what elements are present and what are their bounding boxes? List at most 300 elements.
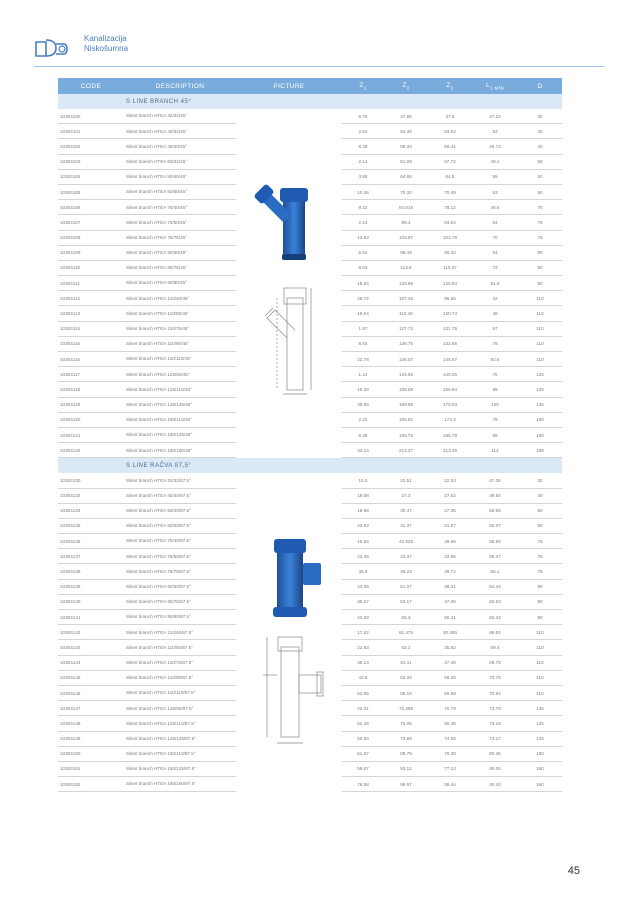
diameter-value: 110 [518, 306, 562, 321]
z3-value: 74.55 [428, 731, 472, 746]
z2-value: 27.3 [384, 488, 428, 503]
product-picture [236, 473, 342, 791]
z1-value: 8.39 [342, 427, 384, 442]
z3-value: 70.49 [428, 184, 472, 199]
z3-value: 120.84 [428, 276, 472, 291]
diameter-value: 40 [518, 488, 562, 503]
z2-value: 73.89 [384, 731, 428, 746]
product-code: 10304148 [58, 716, 124, 731]
lmin-value: 52.07 [472, 518, 518, 533]
z1-value: 6.78 [342, 109, 384, 124]
z3-value: 77.12 [428, 761, 472, 776]
diameter-value: 110 [518, 655, 562, 670]
z2-value: 127.72 [384, 321, 428, 336]
z1-value: 42.6 [342, 670, 384, 685]
lmin-value: 47.22 [472, 109, 518, 124]
lmin-value: 54 [472, 245, 518, 260]
lmin-value: 114 [472, 443, 518, 458]
z3-value: 110.27 [428, 260, 472, 275]
product-description: Silent branch HTEA 32/32/87.5° [124, 473, 236, 488]
diameter-value: 110 [518, 352, 562, 367]
z1-value: 9.22 [342, 200, 384, 215]
diameter-value: 90 [518, 276, 562, 291]
z3-value: 140.05 [428, 367, 472, 382]
product-description: Silent branch HTEA 75/40/45° [124, 200, 236, 215]
section-header-row [58, 94, 562, 109]
product-code: 10304138 [58, 564, 124, 579]
z2-value: 136.75 [384, 336, 428, 351]
product-description: Silent branch HTEA 75/50/45° [124, 215, 236, 230]
product-description: Silent branch HTEA 110/40/87.5° [124, 625, 236, 640]
z3-value: 57.72 [428, 154, 472, 169]
product-description: Silent branch HTEA 50/40/87.5° [124, 503, 236, 518]
lmin-value: 69.75 [472, 655, 518, 670]
z1-value: 15.28 [342, 382, 384, 397]
brand-line2: Niskošumna [84, 44, 129, 53]
col-code: CODE [58, 78, 124, 94]
z1-value: 18.64 [342, 276, 384, 291]
product-code: 10304107 [58, 215, 124, 230]
lmin-value: 63.42 [472, 610, 518, 625]
diameter-value: 125 [518, 731, 562, 746]
lmin-value: 46.5 [472, 200, 518, 215]
lmin-value: 92.5 [472, 352, 518, 367]
product-description: Silent branch HTEA 110/75/87.5° [124, 655, 236, 670]
diameter-value: 75 [518, 534, 562, 549]
product-description: Silent branch HTEA 125/125/87.5° [124, 731, 236, 746]
z2-value: 70.32 [384, 184, 428, 199]
diameter-value: 110 [518, 336, 562, 351]
diameter-value: 160 [518, 427, 562, 442]
page-number: 45 [567, 865, 580, 877]
z2-value: 185.82 [384, 412, 428, 427]
product-description: Silent branch HTEA 50/50/87.5° [124, 518, 236, 533]
z2-value: 169.58 [384, 397, 428, 412]
z3-value: 55.41 [428, 610, 472, 625]
z1-value: 1.97 [342, 321, 384, 336]
z3-value: 59.41 [428, 139, 472, 154]
z1-value: 17.62 [342, 625, 384, 640]
lmin-value: 49.72 [472, 139, 518, 154]
z2-value: 144.65 [384, 367, 428, 382]
product-code: 10304121 [58, 427, 124, 442]
z3-value: 70.39 [428, 746, 472, 761]
diameter-value: 50 [518, 503, 562, 518]
diameter-value: 90 [518, 610, 562, 625]
product-description: Silent branch HTEA 110/90/45° [124, 336, 236, 351]
z3-value: 83.84 [428, 215, 472, 230]
product-code: 10304130 [58, 473, 124, 488]
product-description: Silent branch HTEA 160/160/45° [124, 443, 236, 458]
z2-value: 159.08 [384, 382, 428, 397]
z3-value: 27.35 [428, 503, 472, 518]
product-description: Silent branch HTEA 40/40/45° [124, 139, 236, 154]
z2-value: 75.05 [384, 716, 428, 731]
z1-value: 8.03 [342, 260, 384, 275]
col-z3: $Z_3$ [428, 78, 472, 94]
z3-value: 120.74 [428, 306, 472, 321]
diameter-value: 110 [518, 685, 562, 700]
z2-value: 112.46 [384, 306, 428, 321]
lmin-value: 64.44 [472, 579, 518, 594]
diameter-value: 32 [518, 109, 562, 124]
product-code: 10304104 [58, 169, 124, 184]
product-description: Silent branch HTEA 125/110/45° [124, 382, 236, 397]
z1-value: 42.31 [342, 701, 384, 716]
product-description: Silent branch HTEA 160/160/87.5° [124, 777, 236, 792]
lmin-value: 69.4 [472, 640, 518, 655]
product-description: Silent branch HTEA 125/50/45° [124, 367, 236, 382]
lmin-value: 70.75 [472, 670, 518, 685]
product-code: 10304120 [58, 412, 124, 427]
z1-value: 2.64 [342, 124, 384, 139]
branch-45-drawing [265, 288, 311, 394]
product-description: Silent branch HTEA 50/50/45° [124, 184, 236, 199]
lmin-value: 73.79 [472, 701, 518, 716]
diameter-value: 75 [518, 564, 562, 579]
diameter-value: 40 [518, 139, 562, 154]
z3-value: 103.79 [428, 230, 472, 245]
z3-value: 170.03 [428, 397, 472, 412]
product-code: 10304141 [58, 610, 124, 625]
diameter-value: 160 [518, 761, 562, 776]
z3-value: 22.53 [428, 473, 472, 488]
z3-value: 132.65 [428, 336, 472, 351]
z2-value: 47.68 [384, 109, 428, 124]
z3-value: 30.465 [428, 625, 472, 640]
z2-value: 213.37 [384, 443, 428, 458]
product-description: Silent branch HTEA 110/50/87.5° [124, 640, 236, 655]
diameter-value: 110 [518, 321, 562, 336]
product-description: Silent branch HTEA 160/125/87.5° [124, 761, 236, 776]
z1-value: 35.57 [342, 594, 384, 609]
product-code: 10304117 [58, 367, 124, 382]
product-description: Silent branch HTEA 40/40/87.5° [124, 488, 236, 503]
product-description: Silent branch HTEA 110/110/87.5° [124, 685, 236, 700]
lmin-value: 42 [472, 291, 518, 306]
product-code: 10304109 [58, 245, 124, 260]
product-description: Silent branch HTEA 75/50/87.5° [124, 549, 236, 564]
z3-value: 29.66 [428, 534, 472, 549]
z1-value: 22.63 [342, 640, 384, 655]
lmin-value: 55.58 [472, 534, 518, 549]
z1-value: 51.67 [342, 746, 384, 761]
z2-value: 93.12 [384, 761, 428, 776]
product-code: 10304135 [58, 518, 124, 533]
product-description: Silent branch HTEA 110/50/45° [124, 306, 236, 321]
product-code: 10304143 [58, 640, 124, 655]
col-description: DESCRIPTION [124, 78, 236, 94]
z3-value: 186.78 [428, 427, 472, 442]
lmin-value: 80.06 [472, 761, 518, 776]
z3-value: 53.64 [428, 124, 472, 139]
z1-value: 2.14 [342, 154, 384, 169]
product-code: 10304112 [58, 291, 124, 306]
diameter-value: 110 [518, 670, 562, 685]
z1-value: 8.64 [342, 336, 384, 351]
lmin-value: 72 [472, 260, 518, 275]
diameter-value: 125 [518, 382, 562, 397]
lmin-value: 63.63 [472, 594, 518, 609]
header-divider [34, 66, 604, 67]
z2-value: 46.23 [384, 564, 428, 579]
product-description: Silent branch HTEA 50/40/45° [124, 169, 236, 184]
product-description: Silent branch HTEA 160/125/45° [124, 427, 236, 442]
z2-value: 55.3 [384, 610, 428, 625]
z1-value: 19.64 [342, 306, 384, 321]
product-code: 10304100 [58, 109, 124, 124]
product-description: Silent branch HTEA 90/75/45° [124, 260, 236, 275]
diameter-value: 40 [518, 124, 562, 139]
product-code: 10304102 [58, 139, 124, 154]
col-d: D [518, 78, 562, 94]
z2-value: 84.015 [384, 200, 428, 215]
diameter-value: 160 [518, 412, 562, 427]
section-title: S LINE RAČVA 87,5° [124, 458, 562, 474]
product-code: 10304142 [58, 625, 124, 640]
diameter-value: 125 [518, 701, 562, 716]
product-description: Silent branch HTEA 90/50/87.5° [124, 579, 236, 594]
brand-line1: Kanalizacija [84, 34, 127, 43]
z1-value: 19.08 [342, 488, 384, 503]
product-code: 10304140 [58, 594, 124, 609]
lmin-value: 89 [472, 382, 518, 397]
z2-value: 64.65 [384, 169, 428, 184]
col-z1: $Z_1$ [342, 78, 384, 94]
diameter-value: 75 [518, 215, 562, 230]
lmin-value: 70.94 [472, 685, 518, 700]
z1-value: 23.39 [342, 549, 384, 564]
diameter-value: 50 [518, 518, 562, 533]
z2-value: 88.4 [384, 215, 428, 230]
pipe-logo-icon [34, 34, 76, 60]
z3-value: 56.25 [428, 670, 472, 685]
brand-block [34, 34, 129, 60]
z2-value: 63.11 [384, 655, 428, 670]
z3-value: 47.6 [428, 109, 472, 124]
product-description: Silent branch HTEA 90/75/87.5° [124, 594, 236, 609]
product-description: Silent branch HTEA 32/32/45° [124, 109, 236, 124]
z3-value: 213.49 [428, 443, 472, 458]
z1-value: 76.58 [342, 777, 384, 792]
lmin-value: 73.19 [472, 716, 518, 731]
product-description: Silent branch HTEA 160/110/45° [124, 412, 236, 427]
product-code: 10304152 [58, 777, 124, 792]
z3-value: 27.62 [428, 488, 472, 503]
lmin-value: 56.1 [472, 564, 518, 579]
z3-value: 47.06 [428, 594, 472, 609]
product-description: Silent branch HTEA 160/110/87.5° [124, 746, 236, 761]
z1-value: 2.14 [342, 215, 384, 230]
z1-value: 1.14 [342, 367, 384, 382]
product-description: Silent branch HTEA 110/110/45° [124, 352, 236, 367]
z3-value: 65.98 [428, 685, 472, 700]
diameter-value: 125 [518, 716, 562, 731]
product-code: 10304151 [58, 761, 124, 776]
diameter-value: 75 [518, 549, 562, 564]
product-description: Silent branch HTEA 75/40/87.5° [124, 534, 236, 549]
lmin-value: 52 [472, 124, 518, 139]
z1-value: 3.59 [342, 169, 384, 184]
lmin-value: 55.66 [472, 503, 518, 518]
z2-value: 61.475 [384, 625, 428, 640]
col-picture: PICTURE [236, 78, 342, 94]
z2-value: 59.34 [384, 139, 428, 154]
product-code: 10304134 [58, 503, 124, 518]
product-code: 10304145 [58, 670, 124, 685]
z1-value: 33.14 [342, 443, 384, 458]
product-code: 10304106 [58, 200, 124, 215]
lmin-value: 68.53 [472, 625, 518, 640]
z3-value: 70.79 [428, 701, 472, 716]
z2-value: 193.75 [384, 427, 428, 442]
product-code: 10304116 [58, 352, 124, 367]
z1-value: 43.08 [342, 610, 384, 625]
lmin-value: 55 [472, 169, 518, 184]
product-description: Silent branch HTEA 50/32/45° [124, 154, 236, 169]
product-description: Silent branch HTEA 40/32/45° [124, 124, 236, 139]
z2-value: 72.485 [384, 701, 428, 716]
product-code: 10304101 [58, 124, 124, 139]
diameter-value: 50 [518, 169, 562, 184]
product-description: Silent branch HTEA 75/75/45° [124, 230, 236, 245]
product-picture [236, 109, 342, 458]
diameter-value: 90 [518, 594, 562, 609]
z2-value: 51.07 [384, 579, 428, 594]
z2-value: 43.37 [384, 549, 428, 564]
z1-value: 16.84 [342, 534, 384, 549]
lmin-value: 54 [472, 215, 518, 230]
z2-value: 63.32 [384, 670, 428, 685]
product-code: 10304103 [58, 154, 124, 169]
diameter-value: 110 [518, 640, 562, 655]
z1-value: 5.64 [342, 245, 384, 260]
product-code: 10304113 [58, 306, 124, 321]
z3-value: 38.31 [428, 579, 472, 594]
product-code: 10304118 [58, 382, 124, 397]
product-code: 10304147 [58, 701, 124, 716]
z2-value: 113.8 [384, 260, 428, 275]
z1-value: 18.96 [342, 503, 384, 518]
product-code: 10304119 [58, 397, 124, 412]
z1-value: 52.65 [342, 685, 384, 700]
product-code: 10304149 [58, 731, 124, 746]
product-code: 10304110 [58, 260, 124, 275]
z1-value: 26.72 [342, 291, 384, 306]
lmin-value: 73.17 [472, 731, 518, 746]
branch-45-render [253, 183, 308, 260]
product-description: Silent branch HTEA 110/90/87.5° [124, 670, 236, 685]
z1-value: 2.22 [342, 412, 384, 427]
product-code: 10304108 [58, 230, 124, 245]
z3-value: 145.67 [428, 352, 472, 367]
diameter-value: 75 [518, 230, 562, 245]
diameter-value: 160 [518, 746, 562, 761]
col-z2: $Z_2$ [384, 78, 428, 94]
z1-value: 35.89 [342, 397, 384, 412]
z1-value: 13.53 [342, 230, 384, 245]
z2-value: 120.98 [384, 276, 428, 291]
product-code: 10304115 [58, 336, 124, 351]
z3-value: 31.57 [428, 518, 472, 533]
z3-value: 121.75 [428, 321, 472, 336]
product-code: 10304150 [58, 746, 124, 761]
z2-value: 42.925 [384, 534, 428, 549]
diameter-value: 90 [518, 245, 562, 260]
table-body [58, 94, 562, 792]
z2-value: 61.09 [384, 154, 428, 169]
product-code: 10304122 [58, 443, 124, 458]
lmin-value: 49.92 [472, 488, 518, 503]
z3-value: 35.82 [428, 640, 472, 655]
z3-value: 46.72 [428, 564, 472, 579]
z2-value: 99.97 [384, 777, 428, 792]
diameter-value: 50 [518, 154, 562, 169]
diameter-value: 50 [518, 184, 562, 199]
z3-value: 64.5 [428, 169, 472, 184]
z3-value: 33.96 [428, 549, 472, 564]
z3-value: 98.44 [428, 777, 472, 792]
lmin-value: 89 [472, 427, 518, 442]
z3-value: 47.49 [428, 655, 472, 670]
lmin-value: 80.42 [472, 777, 518, 792]
diameter-value: 32 [518, 473, 562, 488]
product-description: Silent branch HTEA 110/75/45° [124, 321, 236, 336]
z2-value: 107.36 [384, 291, 428, 306]
branch-87-render [273, 539, 321, 617]
product-code: 10304132 [58, 488, 124, 503]
z2-value: 30.47 [384, 503, 428, 518]
diameter-value: 75 [518, 200, 562, 215]
lmin-value: 55.47 [472, 549, 518, 564]
z1-value: 35.13 [342, 655, 384, 670]
branch-87-picture [237, 507, 341, 757]
diameter-value: 125 [518, 367, 562, 382]
product-code: 10304139 [58, 579, 124, 594]
product-code: 10304114 [58, 321, 124, 336]
product-code: 10304136 [58, 534, 124, 549]
z3-value: 96.65 [428, 291, 472, 306]
product-table [58, 78, 562, 792]
diameter-value: 110 [518, 625, 562, 640]
z1-value: 23.06 [342, 579, 384, 594]
product-code: 10304146 [58, 685, 124, 700]
z2-value: 65.19 [384, 685, 428, 700]
product-description: Silent branch HTEA 75/75/87.5° [124, 564, 236, 579]
section-header-row [58, 458, 562, 474]
lmin-value: 81.5 [472, 276, 518, 291]
lmin-value: 100 [472, 397, 518, 412]
table-row [58, 109, 562, 124]
z3-value: 66.48 [428, 716, 472, 731]
section-spacer [58, 458, 124, 474]
section-title: S LINE BRANCH 45° [124, 94, 562, 109]
diameter-value: 110 [518, 291, 562, 306]
product-description: Silent branch HTEA 90/90/45° [124, 276, 236, 291]
z2-value: 22.51 [384, 473, 428, 488]
z1-value: 8.28 [342, 139, 384, 154]
z3-value: 90.32 [428, 245, 472, 260]
z2-value: 89.79 [384, 746, 428, 761]
product-description: Silent branch HTEA 125/90/87.5° [124, 701, 236, 716]
product-description: Silent branch HTEA 90/90/87.5° [124, 610, 236, 625]
lmin-value: 78 [472, 412, 518, 427]
z2-value: 103.87 [384, 230, 428, 245]
brand-text [84, 34, 128, 54]
z2-value: 98.49 [384, 245, 428, 260]
diameter-value: 125 [518, 397, 562, 412]
z3-value: 174.3 [428, 412, 472, 427]
